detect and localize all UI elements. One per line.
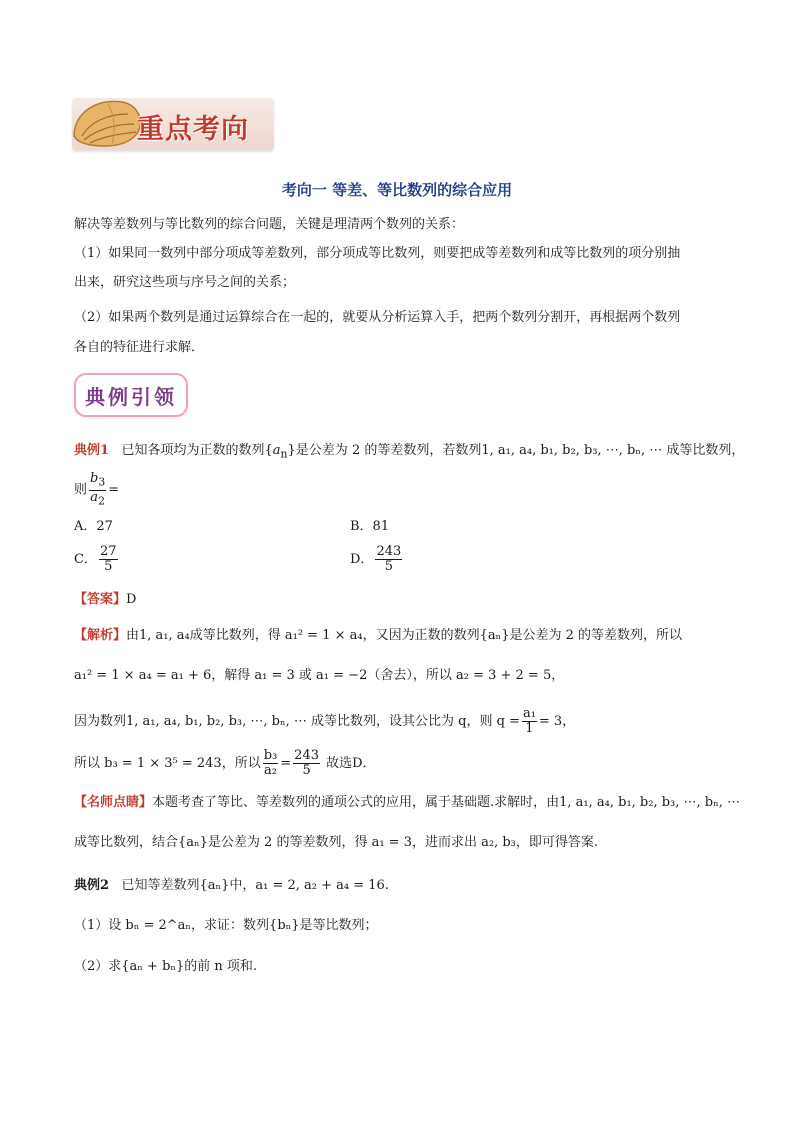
tip-label: 【名师点睛】 xyxy=(74,795,153,810)
option-c xyxy=(74,545,120,574)
example2-q1: （1）设 bₙ = 2^aₙ，求证：数列{bₙ}是等比数列； xyxy=(74,918,378,933)
example1-ask xyxy=(74,472,119,508)
example2-q2: （2）求{aₙ + bₙ}的前 n 项和. xyxy=(74,959,258,974)
q-denominator: 1 xyxy=(525,721,534,736)
answer-label: 【答案】 xyxy=(74,592,127,607)
example-badge xyxy=(74,373,188,417)
analysis-text-1: 由1, a₁, a₄成等比数列，得 a₁² = 1 × a₄，又因为正数的数列{aₙ}是公差为 2 的等差数列，所以 xyxy=(126,628,683,643)
example1-text-a: 已知各项均为正数的数列 xyxy=(121,443,265,458)
analysis-text-4: 所以 b₃ = 1 × 3⁵ = 243，所以 xyxy=(74,756,261,771)
option-b: B．81 xyxy=(350,519,390,534)
answer-value: D xyxy=(126,592,137,607)
example1-text-b: 是公差为 xyxy=(295,443,348,458)
example1-ask-word: 则 xyxy=(74,482,88,498)
option-c-denominator: 5 xyxy=(104,559,113,574)
section-title: 考向一 等差、等比数列的综合应用 xyxy=(281,181,513,199)
result-denominator: 5 xyxy=(302,763,311,778)
analysis-label: 【解析】 xyxy=(74,628,127,643)
section-banner xyxy=(72,98,274,150)
tip-text-1: 本题考查了等比、等差数列的通项公式的应用，属于基础题.求解时，由1, a₁, a₄, b₁, b₂, b₃, ⋯, bₙ, ⋯ xyxy=(152,795,741,810)
fraction-b3-a2: $\frac{b_3}{a_2}$ xyxy=(90,471,106,508)
shell-icon xyxy=(68,92,146,154)
example2-label: 典例2 xyxy=(74,878,110,893)
intro-line: 解决等差数列与等比数列的综合问题，关键是理清两个数列的关系： xyxy=(74,217,465,232)
ratio-eq: = xyxy=(280,756,292,771)
option-d-label: D． xyxy=(350,552,374,567)
tip-line-2: 成等比数列，结合{aₙ}是公差为 2 的等差数列，得 a₁ = 3，进而求出 a₂, b₃，即可得答案. xyxy=(74,835,598,850)
result-numerator: 243 xyxy=(294,748,319,763)
option-a: A．27 xyxy=(74,519,113,534)
example1-text-c: 的等差数列，若数列 xyxy=(364,443,482,458)
intro-point-1-line-1: （1）如果同一数列中部分项成等差数列，部分项成等比数列，则要把成等差数列和成等比数列的项分别抽 xyxy=(74,246,681,261)
option-c-label: C． xyxy=(74,552,97,567)
example1-seq: 1, a₁, a₄, b₁, b₂, b₃, ⋯, bₙ, ⋯ xyxy=(481,443,663,458)
example1-eq: = xyxy=(108,482,120,498)
example1-text-d: 成等比数列， xyxy=(666,443,745,458)
ratio-denominator: a₂ xyxy=(264,763,277,778)
example2-question xyxy=(74,876,389,896)
banner-title: 重点考向 xyxy=(137,114,249,145)
analysis-line-4 xyxy=(74,749,376,778)
analysis-line-2: a₁² = 1 × a₄ = a₁ + 6，解得 a₁ = 3 或 a₁ = −2（舍去），所以 a₂ = 3 + 2 = 5， xyxy=(74,668,565,683)
example1-question: 典例1 已知各项均为正数的数列$\{a_n\}$是公差为 2 的等差数列，若数列1, a₁, a₄, b₁, b₂, b₃, ⋯, bₙ, ⋯ 成等比数列， xyxy=(74,443,745,461)
intro-point-1-line-2: 出来，研究这些项与序号之间的关系； xyxy=(74,275,296,290)
ratio-numerator: b₃ xyxy=(263,748,278,763)
option-c-numerator: 27 xyxy=(99,544,117,559)
intro-point-2-line-2: 各自的特征进行求解． xyxy=(74,340,205,355)
example2-text: 已知等差数列{aₙ}中，a₁ = 2, a₂ + a₄ = 16. xyxy=(121,878,389,893)
answer-line xyxy=(74,590,136,610)
tip-line-1 xyxy=(74,793,740,813)
example1-label: 典例1 xyxy=(74,443,110,458)
analysis-line-3 xyxy=(74,707,575,736)
option-d-denominator: 5 xyxy=(384,559,393,574)
badge-label: 典例引领 xyxy=(85,385,177,409)
example1-num2: 2 xyxy=(351,443,361,458)
option-d-numerator: 243 xyxy=(376,544,402,559)
analysis-line-1 xyxy=(74,626,682,646)
analysis-conclusion: 故选D． xyxy=(326,756,376,771)
analysis-text-3: 因为数列1, a₁, a₄, b₁, b₂, b₃, ⋯, bₙ, ⋯ 成等比数列，设其公比为 q，则 q = xyxy=(74,714,520,729)
q-numerator: a₁ xyxy=(522,706,536,721)
analysis-text-3b: = 3， xyxy=(538,714,576,729)
option-d xyxy=(350,545,404,574)
intro-point-2-line-1: （2）如果两个数列是通过运算综合在一起的，就要从分析运算入手，把两个数列分割开，再根据两个数列 xyxy=(74,310,681,325)
